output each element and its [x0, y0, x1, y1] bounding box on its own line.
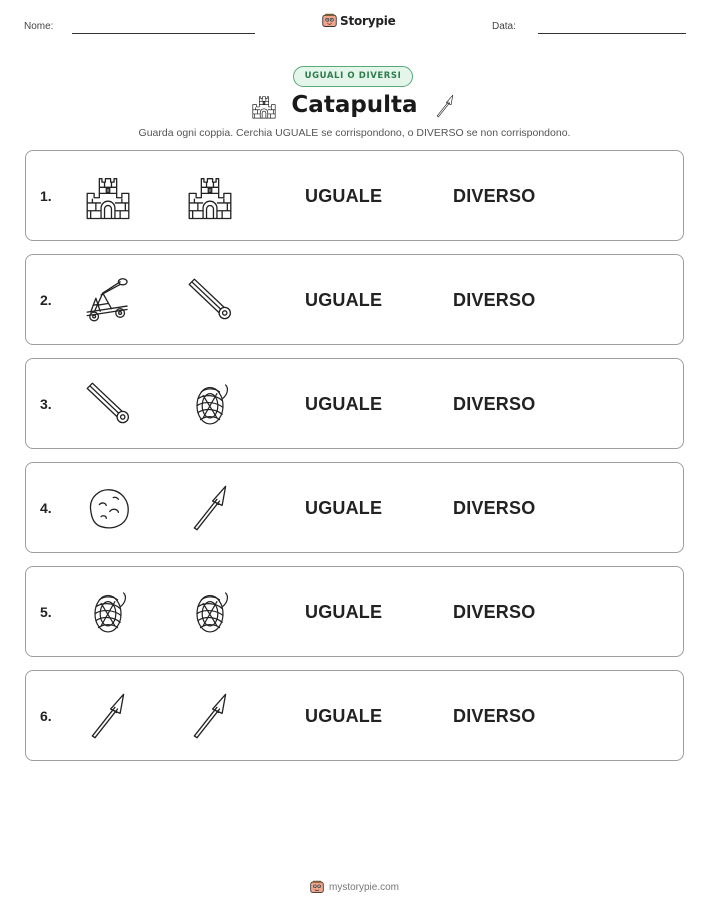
date-line[interactable] — [538, 33, 686, 34]
same-option[interactable]: UGUALE — [305, 394, 383, 414]
castle-icon — [183, 170, 237, 222]
row-number: 6. — [40, 708, 52, 724]
row-number: 1. — [40, 188, 52, 204]
storypie-logo-icon — [310, 880, 324, 894]
same-option[interactable]: UGUALE — [305, 186, 383, 206]
row-number: 5. — [40, 604, 52, 620]
same-option[interactable]: UGUALE — [305, 706, 383, 726]
wooden-beam-icon — [183, 274, 237, 326]
spear-icon — [183, 690, 237, 742]
same-option[interactable]: UGUALE — [305, 602, 383, 622]
footer — [0, 880, 709, 894]
boulder-icon — [81, 482, 135, 534]
name-line[interactable] — [72, 33, 255, 34]
exercise-row — [25, 462, 684, 553]
brand-name: Storypie — [340, 13, 396, 28]
spear-icon — [183, 482, 237, 534]
different-option[interactable]: DIVERSO — [453, 498, 536, 518]
worksheet-type-badge: UGUALI O DIVERSI — [293, 66, 413, 87]
castle-icon — [81, 170, 135, 222]
rope-coil-icon — [183, 586, 237, 638]
catapult-icon — [81, 274, 135, 326]
exercise-row — [25, 358, 684, 449]
row-number: 4. — [40, 500, 52, 516]
name-label: Nome: — [24, 21, 54, 32]
footer-url[interactable]: mystorypie.com — [328, 881, 399, 893]
date-label: Data: — [492, 21, 516, 32]
title-row — [0, 90, 709, 124]
spear-icon — [81, 690, 135, 742]
different-option[interactable]: DIVERSO — [453, 706, 536, 726]
exercise-row — [25, 150, 684, 241]
rope-coil-icon — [183, 378, 237, 430]
same-option[interactable]: UGUALE — [305, 498, 383, 518]
same-option[interactable]: UGUALE — [305, 290, 383, 310]
instructions: Guarda ogni coppia. Cerchia UGUALE se corrispondono, o DIVERSO se non corrispondono. — [138, 127, 571, 139]
exercise-row — [25, 566, 684, 657]
brand-logo — [322, 13, 396, 28]
different-option[interactable]: DIVERSO — [453, 290, 536, 310]
spear-icon — [432, 92, 458, 120]
storypie-logo-icon — [322, 13, 337, 28]
exercise-row — [25, 670, 684, 761]
different-option[interactable]: DIVERSO — [453, 602, 536, 622]
rope-coil-icon — [81, 586, 135, 638]
exercise-row — [25, 254, 684, 345]
wooden-beam-icon — [81, 378, 135, 430]
page-title: Catapulta — [291, 92, 418, 118]
different-option[interactable]: DIVERSO — [453, 394, 536, 414]
row-number: 2. — [40, 292, 52, 308]
different-option[interactable]: DIVERSO — [453, 186, 536, 206]
row-number: 3. — [40, 396, 52, 412]
